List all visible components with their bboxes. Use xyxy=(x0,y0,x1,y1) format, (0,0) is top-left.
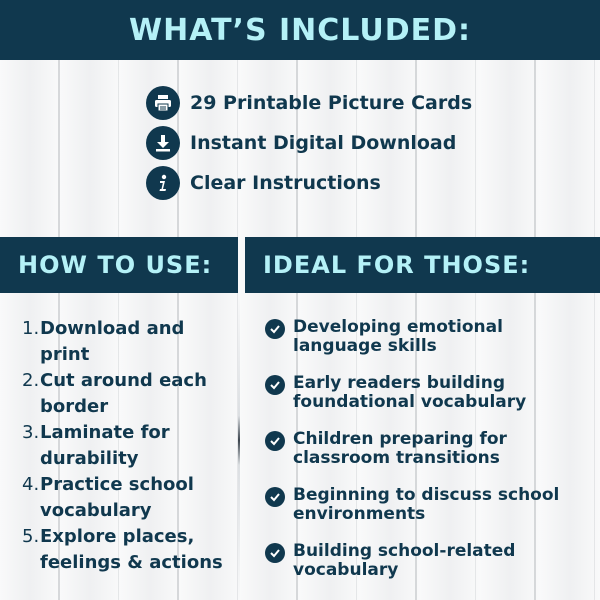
ideal-for-banner xyxy=(245,237,600,293)
list-item xyxy=(265,430,595,486)
printer-icon xyxy=(146,86,180,120)
step-number: 3. xyxy=(22,422,40,443)
list-item xyxy=(22,420,234,472)
list-item xyxy=(265,374,595,430)
included-item-label: Clear Instructions xyxy=(190,172,381,194)
how-to-use-banner xyxy=(0,237,238,293)
step-text: Cut around each border xyxy=(40,370,207,417)
list-item xyxy=(265,542,595,598)
ideal-item-text: Developing emotional language skills xyxy=(293,317,503,356)
download-icon xyxy=(146,126,180,160)
step-number: 4. xyxy=(22,474,40,495)
list-item xyxy=(22,524,234,576)
info-icon xyxy=(146,166,180,200)
included-list xyxy=(146,83,472,203)
list-item xyxy=(265,486,595,542)
included-item xyxy=(146,83,472,123)
step-number: 2. xyxy=(22,370,40,391)
ideal-item-text: Early readers building foundational vocabulary xyxy=(293,373,527,412)
list-item xyxy=(22,316,234,368)
check-circle-icon xyxy=(265,543,285,563)
included-item xyxy=(146,123,472,163)
column-divider xyxy=(238,293,240,600)
whats-included-title: WHAT’S INCLUDED: xyxy=(129,12,471,48)
included-item-label: 29 Printable Picture Cards xyxy=(190,92,473,114)
whats-included-banner xyxy=(0,0,600,60)
check-circle-icon xyxy=(265,375,285,395)
included-item-label: Instant Digital Download xyxy=(190,132,457,154)
check-circle-icon xyxy=(265,319,285,339)
step-number: 1. xyxy=(22,318,40,339)
list-item xyxy=(265,318,595,374)
list-item xyxy=(22,368,234,420)
step-text: Practice school vocabulary xyxy=(40,474,194,521)
list-item xyxy=(22,472,234,524)
ideal-for-list xyxy=(265,318,595,598)
check-circle-icon xyxy=(265,431,285,451)
how-to-use-list xyxy=(22,316,234,576)
included-item xyxy=(146,163,472,203)
step-text: Explore places, feelings & actions xyxy=(40,526,223,573)
ideal-item-text: Beginning to discuss school environments xyxy=(293,485,560,524)
step-number: 5. xyxy=(22,526,40,547)
how-to-use-title: HOW TO USE: xyxy=(18,251,213,279)
check-circle-icon xyxy=(265,487,285,507)
ideal-for-title: IDEAL FOR THOSE: xyxy=(263,251,531,279)
ideal-item-text: Children preparing for classroom transitions xyxy=(293,429,507,468)
step-text: Laminate for durability xyxy=(40,422,170,469)
step-text: Download and print xyxy=(40,318,185,365)
ideal-item-text: Building school-related vocabulary xyxy=(293,541,516,580)
